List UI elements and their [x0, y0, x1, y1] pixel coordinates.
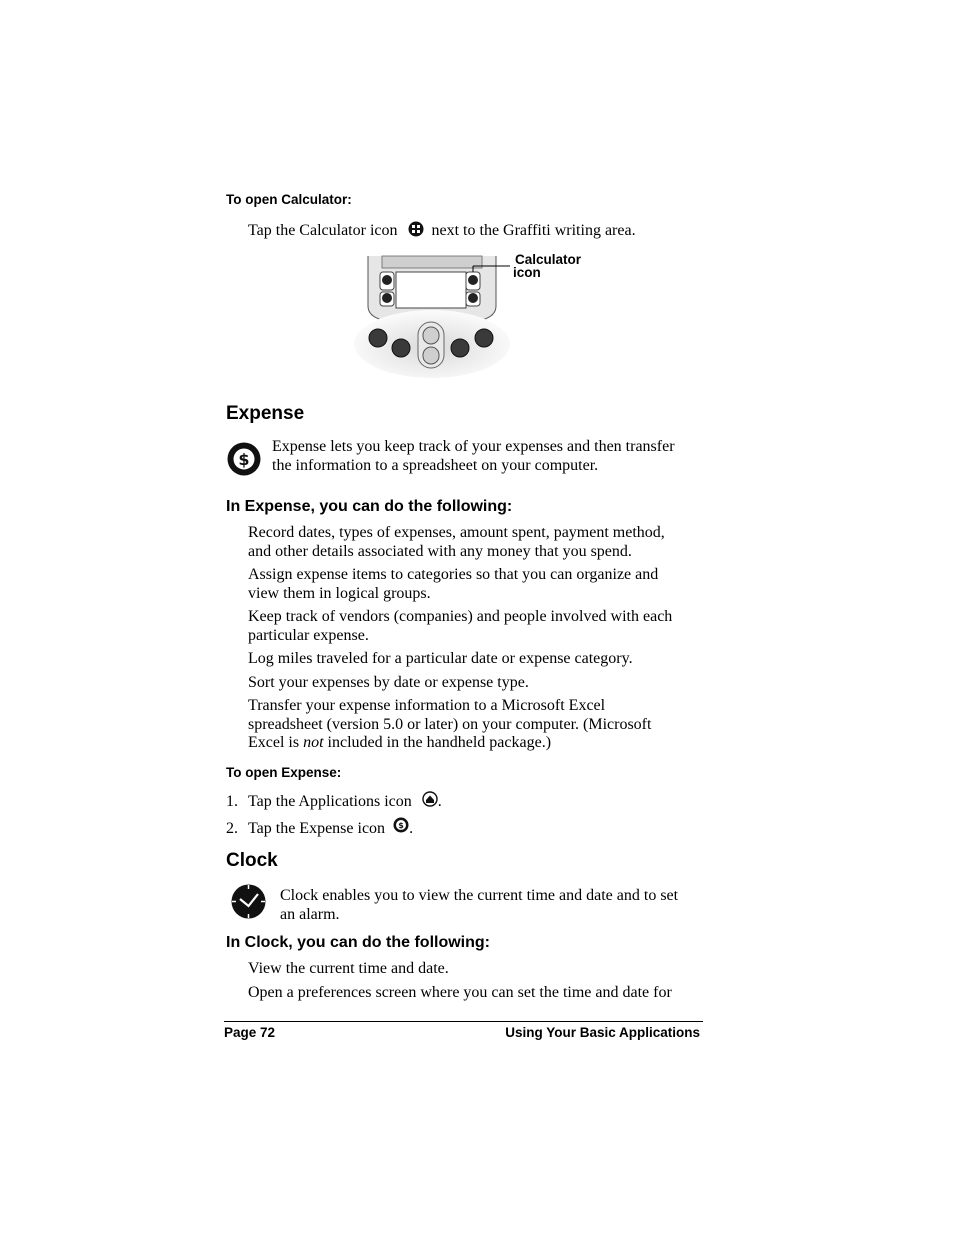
footer-page-number: Page 72 [224, 1025, 276, 1040]
list-item: Sort your expenses by date or expense type. [248, 673, 529, 691]
expense-intro-line-2: the information to a spreadsheet on your computer. [272, 456, 599, 474]
expense-title: Expense [226, 403, 305, 424]
expense-feature-list [248, 524, 718, 753]
callout-line-2: icon [513, 265, 541, 280]
applications-icon [422, 791, 438, 813]
clock-intro-line-2: an alarm. [280, 905, 340, 923]
calculator-icon [408, 221, 424, 243]
emphasis-not: not [303, 734, 324, 751]
expense-can-do-heading: In Expense, you can do the following: [226, 498, 513, 515]
clock-title: Clock [226, 850, 278, 871]
list-item: View the current time and date. [248, 960, 449, 977]
list-item: Keep track of vendors (companies) and people involved with each particular expense. [248, 608, 673, 644]
list-item: Assign expense items to categories so that you can organize and view them in logical groups. [248, 566, 659, 602]
callout-line-1: Calculator [515, 252, 582, 267]
list-item: Open a preferences screen where you can set the time and date for [248, 983, 672, 1001]
list-item: Transfer your expense information to a Microsoft Excel spreadsheet (version 5.0 or later) on your computer. (Microsoft Excel is not included in the handheld package.) [248, 697, 652, 751]
calculator-instruction [248, 221, 636, 243]
clock-feature-list [248, 960, 718, 1002]
footer-rule [224, 1021, 703, 1022]
calculator-instruction-pre: Tap the Calculator icon [248, 222, 398, 239]
svg-text:$: $ [398, 821, 404, 830]
clock-intro-line-1: Clock enables you to view the current time and date and to set [280, 887, 679, 904]
expense-open-heading: To open Expense: [226, 765, 342, 780]
expense-step-2: 2. Tap the Expense icon $ . [226, 817, 413, 839]
expense-intro [272, 438, 712, 475]
calculator-callout [515, 253, 581, 279]
footer-section-title: Using Your Basic Applications [505, 1025, 700, 1040]
expense-icon [393, 817, 409, 839]
expense-step-1: 1. Tap the Applications icon . [226, 791, 442, 813]
expense-app-icon [226, 441, 262, 482]
clock-app-icon [230, 883, 267, 925]
expense-intro-line-1: Expense lets you keep track of your expenses and then transfer [272, 438, 675, 455]
clock-intro [280, 887, 710, 924]
list-item: Log miles traveled for a particular date or expense category. [248, 650, 633, 667]
svg-text:$: $ [238, 450, 250, 469]
clock-can-do-heading: In Clock, you can do the following: [226, 934, 490, 951]
calculator-instruction-post: next to the Graffiti writing area. [431, 222, 636, 239]
calculator-open-heading: To open Calculator: [226, 192, 352, 207]
list-item: Record dates, types of expenses, amount spent, payment method, and other details associated with any money that you spend. [248, 524, 665, 560]
handheld-illustration [352, 254, 512, 380]
